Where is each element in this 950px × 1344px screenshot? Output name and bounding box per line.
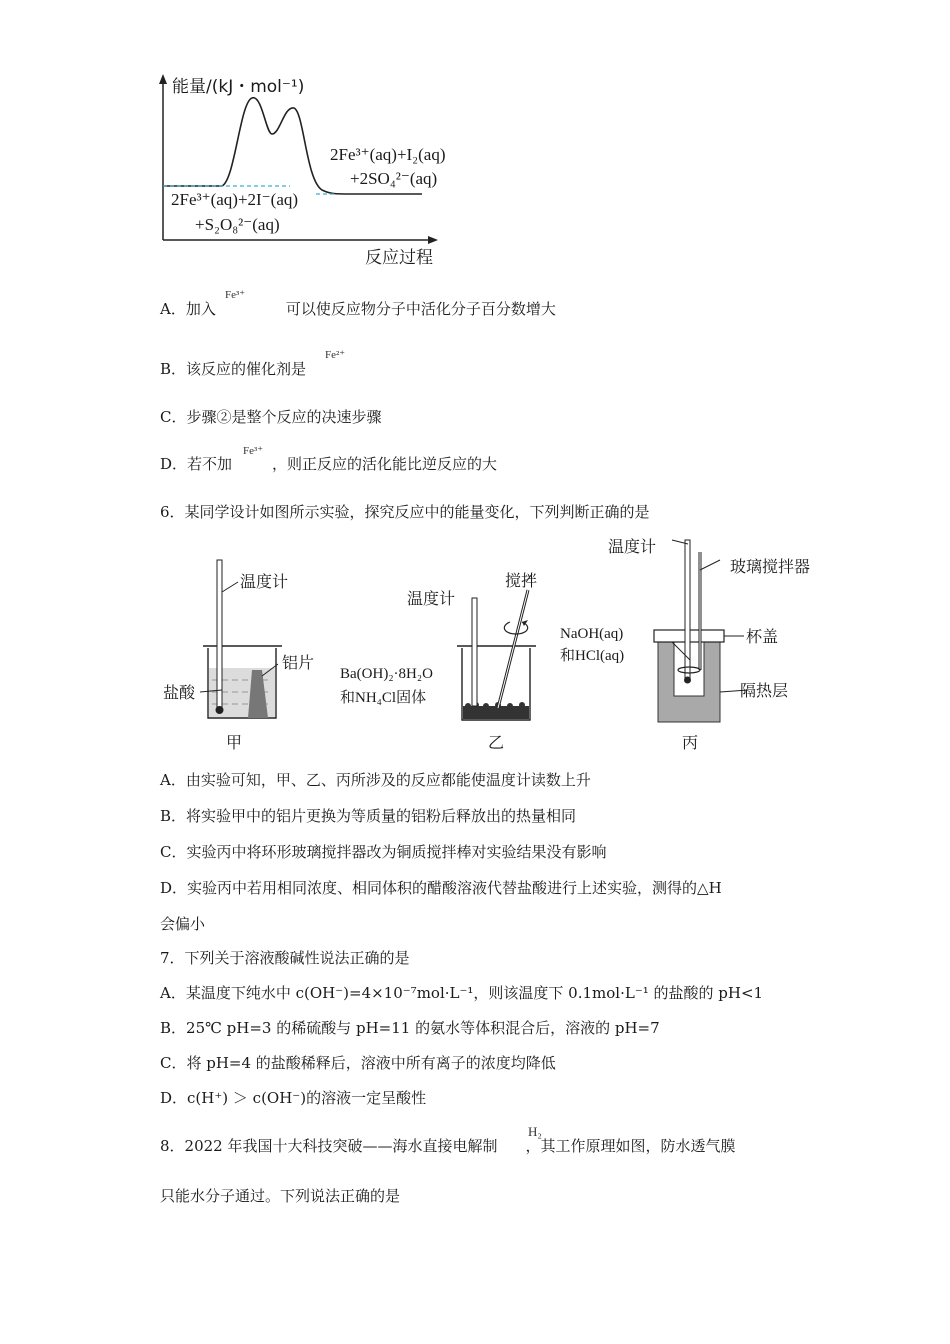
q6-option-a: A．由实验可知，甲、乙、丙所涉及的反应都能使温度计读数上升 [160,771,591,789]
label-bing: 丙 [682,733,699,752]
q5-b-formula: Fe²⁺ [325,349,346,361]
q7-option-d: D．c(H⁺) ＞ c(OH⁻)的溶液一定呈酸性 [160,1089,427,1107]
label-jia: 甲 [226,733,243,752]
label-lid: 杯盖 [746,627,779,646]
q6-option-d: D．实验丙中若用相同浓度、相同体积的醋酸溶液代替盐酸进行上述实验，测得的△H [160,879,722,897]
q5-option-c: C．步骤②是整个反应的决速步骤 [160,408,382,426]
label-baoh: Ba(OH)₂·8H₂O [340,666,433,682]
q6-option-b: B．将实验甲中的铝片更换为等质量的铝粉后释放出的热量相同 [160,807,577,825]
q8-formula: H₂ [528,1124,542,1139]
reactants-line-2: +S₂O₈²⁻(aq) [195,215,280,234]
q5-a-formula: Fe³⁺ [225,289,246,301]
products-line-1: 2Fe³⁺(aq)+I₂(aq) [330,145,446,164]
q8-stem-line-1: 8．2022 年我国十大科技突破——海水直接电解制 ，其工作原理如图，防水透气膜 [160,1137,736,1155]
q5-option-b: B．该反应的催化剂是 [160,360,307,378]
q7-option-c: C．将 pH=4 的盐酸稀释后，溶液中所有离子的浓度均降低 [160,1054,556,1072]
beaker-yi [457,574,536,720]
label-thermometer-yi: 温度计 [407,589,456,608]
label-glass-stirrer: 玻璃搅拌器 [730,557,811,576]
label-insulation: 隔热层 [740,681,789,700]
x-axis-label: 反应过程 [365,248,433,268]
label-thermometer-bing: 温度计 [608,537,657,556]
q5-option-d: D．若不加 ，则正反应的活化能比逆反应的大 [160,455,498,473]
label-hcl: 盐酸 [163,683,196,702]
label-hcl-aq: 和HCl(aq) [560,648,625,664]
label-stir: 搅拌 [505,571,538,590]
label-nh4cl: 和NH₄Cl固体 [340,690,427,706]
q6-option-c: C．实验丙中将环形玻璃搅拌器改为铜质搅拌棒对实验结果没有影响 [160,843,607,861]
q5-option-a: A．加入 可以使反应物分子中活化分子百分数增大 [160,300,556,318]
products-line-2: +2SO₄²⁻(aq) [350,169,438,188]
q7-option-b: B．25℃ pH=3 的稀硫酸与 pH=11 的氨水等体积混合后，溶液的 pH=7 [160,1019,660,1037]
q6-option-d-cont: 会偏小 [160,915,206,933]
q7-stem: 7．下列关于溶液酸碱性说法正确的是 [160,949,410,967]
y-axis-label: 能量/(kJ・mol⁻¹) [172,77,305,97]
q7-option-a: A．某温度下纯水中 c(OH⁻)=4×10⁻⁷mol·L⁻¹，则该温度下 0.1mol·L⁻¹ 的盐酸的 pH<1 [160,984,764,1002]
label-yi: 乙 [488,733,505,752]
q8-stem-line-2: 只能水分子通过。下列说法正确的是 [160,1187,401,1205]
q6-experiment-figure [0,530,950,760]
label-naoh: NaOH(aq) [560,626,624,642]
label-al-sheet: 铝片 [282,653,315,672]
q5-d-formula: Fe³⁺ [243,445,264,457]
label-thermometer-jia: 温度计 [240,572,289,591]
q6-stem: 6．某同学设计如图所示实验，探究反应中的能量变化，下列判断正确的是 [160,503,650,521]
energy-diagram [0,60,950,340]
reactants-line-1: 2Fe³⁺(aq)+2I⁻(aq) [171,190,299,209]
